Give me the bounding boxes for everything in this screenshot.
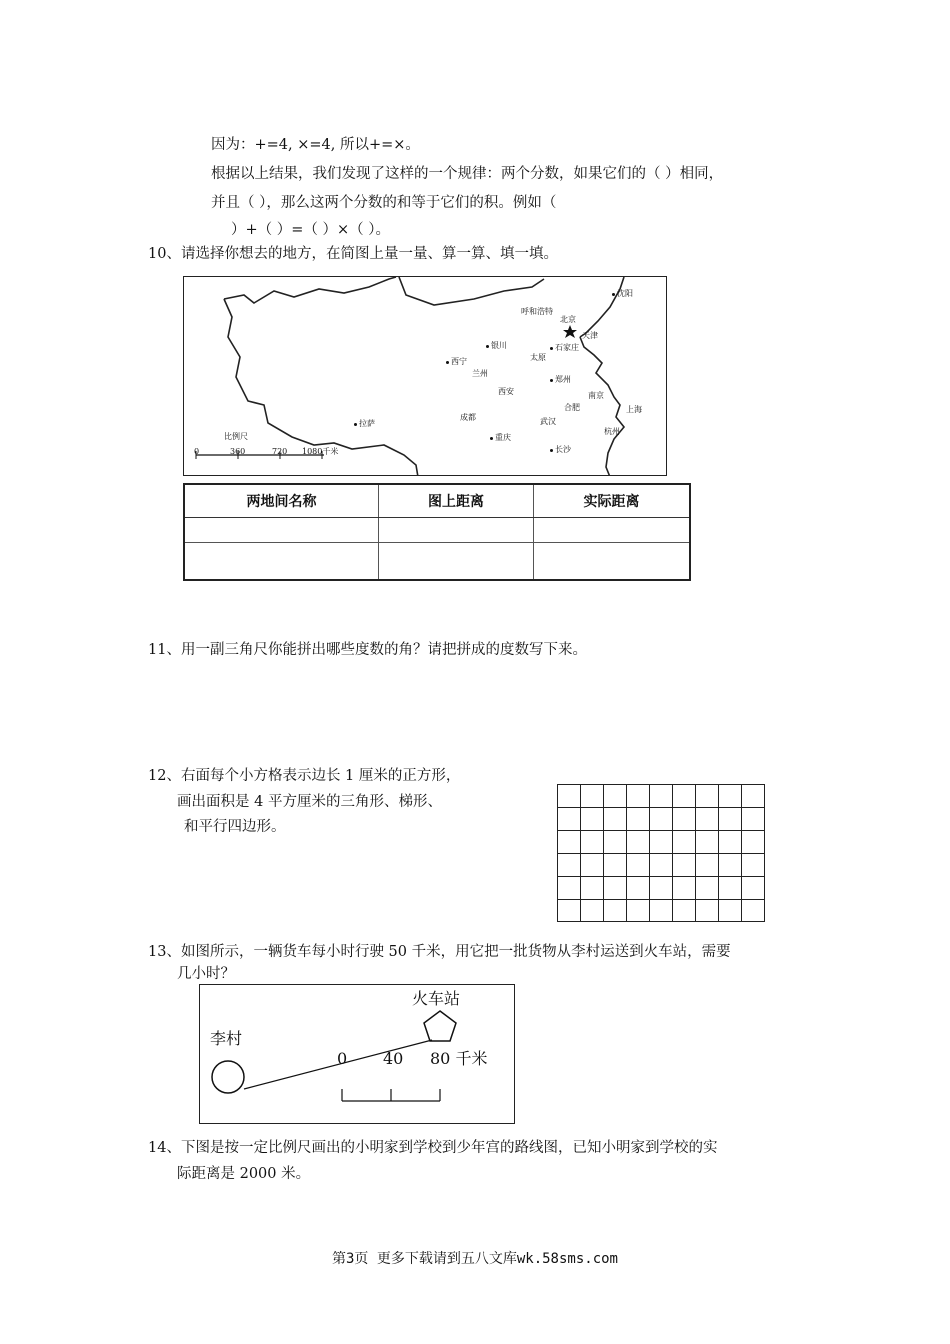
- q13-line1: 13、如图所示，一辆货车每小时行驶 50 千米，用它把一批货物从李村运送到火车站，需要: [148, 944, 731, 960]
- table-header-actual-distance: 实际距离: [534, 484, 690, 518]
- table-header-map-distance: 图上距离: [379, 484, 534, 518]
- village-circle-icon: [212, 1061, 244, 1093]
- city-changsha: 长沙: [550, 445, 571, 455]
- city-zhengzhou: 郑州: [550, 375, 571, 385]
- q12-line1: 12、右面每个小方格表示边长 1 厘米的正方形，: [148, 768, 461, 784]
- q9-line4: ）+（ ）=（ ）×（ ）。: [231, 222, 391, 238]
- table-cell[interactable]: [379, 543, 534, 581]
- route-scale-tick-2: 80 千米: [430, 1049, 488, 1068]
- city-lanzhou: 兰州: [472, 369, 488, 378]
- city-huhehaote: 呼和浩特: [521, 307, 553, 316]
- table-cell[interactable]: [184, 543, 379, 581]
- city-yinchuan: 银川: [486, 341, 507, 351]
- route-diagram: [199, 984, 515, 1124]
- q13-line2: 几小时？: [177, 966, 235, 982]
- city-shenyang: 沈阳: [612, 289, 633, 299]
- route-scale-tick-1: 40: [383, 1049, 404, 1068]
- city-beijing: 北京: [560, 315, 576, 324]
- table-cell[interactable]: [534, 518, 690, 543]
- distance-table: [183, 483, 691, 581]
- scale-tick-3: 1080千米: [302, 447, 339, 456]
- table-row: [184, 518, 690, 543]
- q9-line2: 根据以上结果，我们发现了这样的一个规律：两个分数，如果它们的（ ）相同，: [211, 166, 724, 182]
- city-hangzhou: 杭州: [604, 427, 620, 436]
- route-scale-tick-0: 0: [337, 1049, 348, 1068]
- city-xining: 西宁: [446, 357, 467, 367]
- q10-text: 10、请选择你想去的地方，在简图上量一量、算一算、填一填。: [148, 246, 558, 262]
- city-nanjing: 南京: [588, 391, 604, 400]
- table-row: [184, 543, 690, 581]
- china-map: [183, 276, 667, 476]
- station-pentagon-icon: [424, 1011, 456, 1041]
- city-wuhan: 武汉: [540, 417, 556, 426]
- city-xian: 西安: [498, 387, 514, 396]
- q14-line2: 际距离是 2000 米。: [177, 1166, 311, 1182]
- scale-tick-0: 0: [194, 447, 200, 456]
- city-lasa: 拉萨: [354, 419, 375, 429]
- q12-line3: 和平行四边形。: [184, 819, 286, 835]
- beijing-star-icon: [563, 325, 577, 338]
- q9-line1: 因为：+=4, ×=4, 所以+=×。: [211, 137, 420, 153]
- city-chongqing: 重庆: [490, 433, 511, 443]
- city-chengdu: 成都: [460, 413, 476, 422]
- q11-text: 11、用一副三角尺你能拼出哪些度数的角？请把拼成的度数写下来。: [148, 642, 587, 658]
- village-label: 李村: [210, 1029, 243, 1048]
- table-header-names: 两地间名称: [184, 484, 379, 518]
- city-shijiazhuang: 石家庄: [550, 343, 579, 353]
- scale-tick-2: 720: [272, 447, 288, 456]
- city-hefei: 合肥: [564, 403, 580, 412]
- square-grid[interactable]: [557, 784, 765, 922]
- q14-line1: 14、下图是按一定比例尺画出的小明家到学校到少年宫的路线图，已知小明家到学校的实: [148, 1140, 718, 1156]
- scale-label: 比例尺: [224, 432, 248, 441]
- table-cell[interactable]: [184, 518, 379, 543]
- city-shanghai: 上海: [626, 405, 642, 414]
- city-tianjin: 天津: [582, 331, 598, 340]
- city-taiyuan: 太原: [530, 353, 546, 362]
- page-footer: 第3页 更多下载请到五八文库wk.58sms.com: [331, 1251, 618, 1267]
- table-cell[interactable]: [379, 518, 534, 543]
- station-label: 火车站: [412, 989, 461, 1008]
- map-outline: [184, 277, 667, 476]
- scale-tick-1: 360: [230, 447, 246, 456]
- q9-line3: 并且（ ），那么这两个分数的和等于它们的积。例如（: [211, 195, 557, 211]
- q12-line2: 画出面积是 4 平方厘米的三角形、梯形、: [177, 794, 442, 810]
- table-cell[interactable]: [534, 543, 690, 581]
